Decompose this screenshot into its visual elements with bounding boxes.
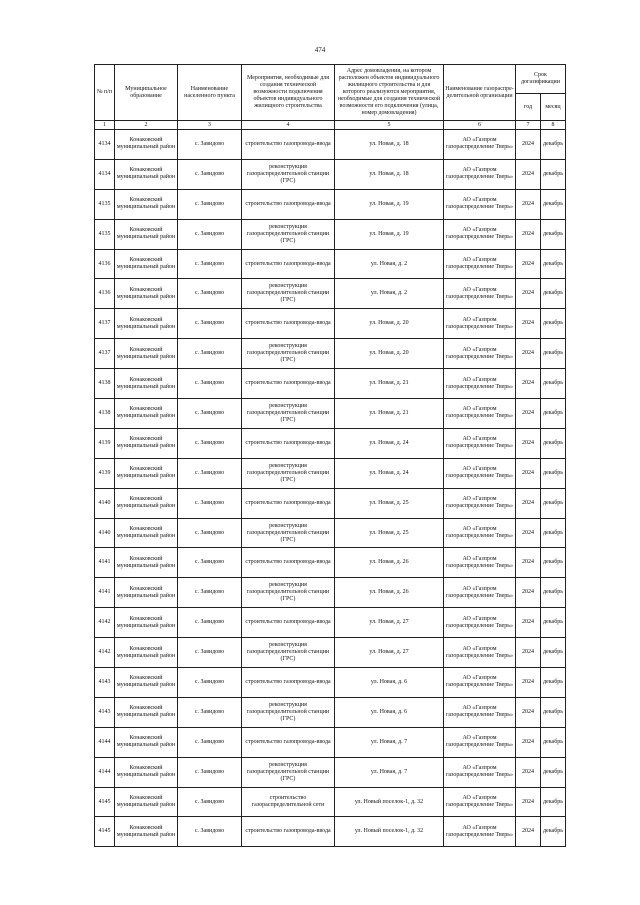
table-row <box>95 428 566 458</box>
month-cell: декабрь <box>541 638 566 668</box>
month-cell: декабрь <box>541 458 566 488</box>
header-municipality: Муниципальное образование <box>115 65 178 121</box>
row-number: 4143 <box>95 668 115 698</box>
year-cell: 2024 <box>516 638 541 668</box>
measure-cell: строительство газопровода-ввода <box>242 488 335 518</box>
address-cell: ул. Новая, д. 26 <box>335 578 444 608</box>
row-number: 4137 <box>95 309 115 339</box>
measure-cell: строительство газопровода-ввода <box>242 608 335 638</box>
year-cell: 2024 <box>516 488 541 518</box>
year-cell: 2024 <box>516 697 541 727</box>
month-cell: декабрь <box>541 787 566 817</box>
address-cell: ул. Новая, д. 27 <box>335 638 444 668</box>
row-number: 4139 <box>95 428 115 458</box>
organization-cell: АО «Газпром газораспределение Тверь» <box>444 518 516 548</box>
header-deadline: Срок догазификации <box>516 65 566 94</box>
settlement-cell: с. Завидово <box>178 697 242 727</box>
row-number: 4135 <box>95 219 115 249</box>
address-cell: ул. Новая, д. 18 <box>335 130 444 160</box>
settlement-cell: с. Завидово <box>178 399 242 429</box>
measure-cell: строительство газопровода-ввода <box>242 130 335 160</box>
municipality-cell: Конаковский муниципальный район <box>115 608 178 638</box>
column-number: 5 <box>335 121 444 130</box>
organization-cell: АО «Газпром газораспределение Тверь» <box>444 369 516 399</box>
year-cell: 2024 <box>516 309 541 339</box>
row-number: 4140 <box>95 488 115 518</box>
settlement-cell: с. Завидово <box>178 279 242 309</box>
municipality-cell: Конаковский муниципальный район <box>115 339 178 369</box>
organization-cell: АО «Газпром газораспределение Тверь» <box>444 339 516 369</box>
row-number: 4135 <box>95 189 115 219</box>
column-number: 7 <box>516 121 541 130</box>
year-cell: 2024 <box>516 189 541 219</box>
municipality-cell: Конаковский муниципальный район <box>115 249 178 279</box>
header-settlement: Наименование населенного пункта <box>178 65 242 121</box>
settlement-cell: с. Завидово <box>178 548 242 578</box>
month-cell: декабрь <box>541 578 566 608</box>
measure-cell: строительство газопровода-ввода <box>242 548 335 578</box>
header-month: месяц <box>541 94 566 121</box>
organization-cell: АО «Газпром газораспределение Тверь» <box>444 668 516 698</box>
measure-cell: строительство газопровода-ввода <box>242 369 335 399</box>
organization-cell: АО «Газпром газораспределение Тверь» <box>444 309 516 339</box>
settlement-cell: с. Завидово <box>178 130 242 160</box>
settlement-cell: с. Завидово <box>178 428 242 458</box>
settlement-cell: с. Завидово <box>178 189 242 219</box>
table-row <box>95 309 566 339</box>
measure-cell: реконструкция газораспределительной станции (ГРС) <box>242 399 335 429</box>
municipality-cell: Конаковский муниципальный район <box>115 279 178 309</box>
row-number: 4142 <box>95 608 115 638</box>
row-number: 4134 <box>95 159 115 189</box>
organization-cell: АО «Газпром газораспределение Тверь» <box>444 697 516 727</box>
organization-cell: АО «Газпром газораспределение Тверь» <box>444 817 516 847</box>
year-cell: 2024 <box>516 608 541 638</box>
month-cell: декабрь <box>541 159 566 189</box>
measure-cell: реконструкция газораспределительной станции (ГРС) <box>242 279 335 309</box>
month-cell: декабрь <box>541 548 566 578</box>
month-cell: декабрь <box>541 697 566 727</box>
table-row <box>95 458 566 488</box>
organization-cell: АО «Газпром газораспределение Тверь» <box>444 578 516 608</box>
municipality-cell: Конаковский муниципальный район <box>115 309 178 339</box>
table-row <box>95 578 566 608</box>
address-cell: ул. Новая, д. 2 <box>335 279 444 309</box>
year-cell: 2024 <box>516 130 541 160</box>
organization-cell: АО «Газпром газораспределение Тверь» <box>444 548 516 578</box>
organization-cell: АО «Газпром газораспределение Тверь» <box>444 249 516 279</box>
address-cell: ул. Новая, д. 26 <box>335 548 444 578</box>
measure-cell: строительство газопровода-ввода <box>242 309 335 339</box>
measure-cell: строительство газопровода-ввода <box>242 249 335 279</box>
year-cell: 2024 <box>516 369 541 399</box>
row-number: 4145 <box>95 787 115 817</box>
column-number: 4 <box>242 121 335 130</box>
address-cell: ул. Новая, д. 21 <box>335 369 444 399</box>
column-number-row <box>95 121 566 130</box>
month-cell: декабрь <box>541 757 566 787</box>
municipality-cell: Конаковский муниципальный район <box>115 668 178 698</box>
address-cell: ул. Новый поселок-1, д. 32 <box>335 817 444 847</box>
measure-cell: строительство газопровода-ввода <box>242 668 335 698</box>
table-row <box>95 757 566 787</box>
month-cell: декабрь <box>541 189 566 219</box>
municipality-cell: Конаковский муниципальный район <box>115 219 178 249</box>
table-row <box>95 249 566 279</box>
address-cell: ул. Новая, д. 25 <box>335 518 444 548</box>
organization-cell: АО «Газпром газораспределение Тверь» <box>444 608 516 638</box>
organization-cell: АО «Газпром газораспределение Тверь» <box>444 488 516 518</box>
table-row <box>95 219 566 249</box>
measure-cell: реконструкция газораспределительной станции (ГРС) <box>242 578 335 608</box>
year-cell: 2024 <box>516 787 541 817</box>
year-cell: 2024 <box>516 458 541 488</box>
year-cell: 2024 <box>516 757 541 787</box>
address-cell: ул. Новая, д. 7 <box>335 757 444 787</box>
organization-cell: АО «Газпром газораспределение Тверь» <box>444 638 516 668</box>
address-cell: ул. Новая, д. 27 <box>335 608 444 638</box>
year-cell: 2024 <box>516 249 541 279</box>
settlement-cell: с. Завидово <box>178 339 242 369</box>
municipality-cell: Конаковский муниципальный район <box>115 130 178 160</box>
year-cell: 2024 <box>516 279 541 309</box>
municipality-cell: Конаковский муниципальный район <box>115 578 178 608</box>
row-number: 4141 <box>95 548 115 578</box>
municipality-cell: Конаковский муниципальный район <box>115 428 178 458</box>
row-number: 4140 <box>95 518 115 548</box>
row-number: 4144 <box>95 757 115 787</box>
municipality-cell: Конаковский муниципальный район <box>115 399 178 429</box>
settlement-cell: с. Завидово <box>178 369 242 399</box>
settlement-cell: с. Завидово <box>178 518 242 548</box>
settlement-cell: с. Завидово <box>178 159 242 189</box>
row-number: 4141 <box>95 578 115 608</box>
year-cell: 2024 <box>516 548 541 578</box>
month-cell: декабрь <box>541 130 566 160</box>
year-cell: 2024 <box>516 727 541 757</box>
measure-cell: реконструкция газораспределительной станции (ГРС) <box>242 757 335 787</box>
settlement-cell: с. Завидово <box>178 219 242 249</box>
year-cell: 2024 <box>516 817 541 847</box>
table-row <box>95 339 566 369</box>
municipality-cell: Конаковский муниципальный район <box>115 369 178 399</box>
measure-cell: реконструкция газораспределительной станции (ГРС) <box>242 518 335 548</box>
measure-cell: реконструкция газораспределительной станции (ГРС) <box>242 697 335 727</box>
address-cell: ул. Новая, д. 7 <box>335 727 444 757</box>
row-number: 4136 <box>95 249 115 279</box>
month-cell: декабрь <box>541 309 566 339</box>
row-number: 4134 <box>95 130 115 160</box>
year-cell: 2024 <box>516 339 541 369</box>
table-row <box>95 189 566 219</box>
row-number: 4145 <box>95 817 115 847</box>
settlement-cell: с. Завидово <box>178 727 242 757</box>
table-row <box>95 279 566 309</box>
page-number: 474 <box>314 46 326 54</box>
measure-cell: реконструкция газораспределительной станции (ГРС) <box>242 638 335 668</box>
column-number: 3 <box>178 121 242 130</box>
settlement-cell: с. Завидово <box>178 787 242 817</box>
municipality-cell: Конаковский муниципальный район <box>115 458 178 488</box>
month-cell: декабрь <box>541 518 566 548</box>
header-num: № п/п <box>95 65 115 121</box>
row-number: 4139 <box>95 458 115 488</box>
measure-cell: реконструкция газораспределительной станции (ГРС) <box>242 219 335 249</box>
address-cell: ул. Новая, д. 20 <box>335 309 444 339</box>
measure-cell: реконструкция газораспределительной станции (ГРС) <box>242 159 335 189</box>
header-row <box>95 65 566 94</box>
year-cell: 2024 <box>516 159 541 189</box>
table-row <box>95 488 566 518</box>
municipality-cell: Конаковский муниципальный район <box>115 817 178 847</box>
column-number: 2 <box>115 121 178 130</box>
settlement-cell: с. Завидово <box>178 309 242 339</box>
year-cell: 2024 <box>516 428 541 458</box>
header-org: Наименование газораспре-делительной организации <box>444 65 516 121</box>
measure-cell: реконструкция газораспределительной станции (ГРС) <box>242 339 335 369</box>
municipality-cell: Конаковский муниципальный район <box>115 697 178 727</box>
address-cell: ул. Новая, д. 19 <box>335 219 444 249</box>
table-row <box>95 697 566 727</box>
table-row <box>95 399 566 429</box>
settlement-cell: с. Завидово <box>178 488 242 518</box>
organization-cell: АО «Газпром газораспределение Тверь» <box>444 279 516 309</box>
month-cell: декабрь <box>541 817 566 847</box>
settlement-cell: с. Завидово <box>178 638 242 668</box>
municipality-cell: Конаковский муниципальный район <box>115 757 178 787</box>
organization-cell: АО «Газпром газораспределение Тверь» <box>444 458 516 488</box>
table-row <box>95 548 566 578</box>
organization-cell: АО «Газпром газораспределение Тверь» <box>444 787 516 817</box>
table-row <box>95 369 566 399</box>
month-cell: декабрь <box>541 369 566 399</box>
municipality-cell: Конаковский муниципальный район <box>115 548 178 578</box>
address-cell: ул. Новая, д. 20 <box>335 339 444 369</box>
address-cell: ул. Новая, д. 18 <box>335 159 444 189</box>
measure-cell: строительство газопровода-ввода <box>242 428 335 458</box>
municipality-cell: Конаковский муниципальный район <box>115 787 178 817</box>
header-address: Адрес домовладения, на котором расположен объектов индивидуального жилищного строительства и для которого реализуются мероприятия, необходимые для создания технической возможности его подключения (улица, номер домовладения) <box>335 65 444 121</box>
address-cell: ул. Новая, д. 2 <box>335 249 444 279</box>
month-cell: декабрь <box>541 608 566 638</box>
measure-cell: строительство газопровода-ввода <box>242 727 335 757</box>
address-cell: ул. Новая, д. 21 <box>335 399 444 429</box>
table-row <box>95 727 566 757</box>
address-cell: ул. Новая, д. 6 <box>335 668 444 698</box>
municipality-cell: Конаковский муниципальный район <box>115 159 178 189</box>
header-year: год <box>516 94 541 121</box>
row-number: 4142 <box>95 638 115 668</box>
header-measures: Мероприятия, необходимые для создания технической возможности подключения объектов индивидуального жилищного строительства <box>242 65 335 121</box>
year-cell: 2024 <box>516 518 541 548</box>
organization-cell: АО «Газпром газораспределение Тверь» <box>444 727 516 757</box>
table-row <box>95 668 566 698</box>
address-cell: ул. Новая, д. 24 <box>335 458 444 488</box>
organization-cell: АО «Газпром газораспределение Тверь» <box>444 428 516 458</box>
row-number: 4137 <box>95 339 115 369</box>
municipality-cell: Конаковский муниципальный район <box>115 518 178 548</box>
month-cell: декабрь <box>541 428 566 458</box>
table-row <box>95 159 566 189</box>
organization-cell: АО «Газпром газораспределение Тверь» <box>444 159 516 189</box>
municipality-cell: Конаковский муниципальный район <box>115 488 178 518</box>
column-number: 6 <box>444 121 516 130</box>
municipality-cell: Конаковский муниципальный район <box>115 189 178 219</box>
settlement-cell: с. Завидово <box>178 817 242 847</box>
column-number: 1 <box>95 121 115 130</box>
year-cell: 2024 <box>516 219 541 249</box>
settlement-cell: с. Завидово <box>178 458 242 488</box>
table-row <box>95 130 566 160</box>
table-row <box>95 787 566 817</box>
address-cell: ул. Новая, д. 6 <box>335 697 444 727</box>
settlement-cell: с. Завидово <box>178 668 242 698</box>
table-row <box>95 608 566 638</box>
month-cell: декабрь <box>541 339 566 369</box>
organization-cell: АО «Газпром газораспределение Тверь» <box>444 399 516 429</box>
year-cell: 2024 <box>516 399 541 429</box>
measure-cell: реконструкция газораспределительной станции (ГРС) <box>242 458 335 488</box>
table-row <box>95 518 566 548</box>
month-cell: декабрь <box>541 668 566 698</box>
address-cell: ул. Новая, д. 24 <box>335 428 444 458</box>
address-cell: ул. Новый поселок-1, д. 32 <box>335 787 444 817</box>
month-cell: декабрь <box>541 399 566 429</box>
year-cell: 2024 <box>516 578 541 608</box>
month-cell: декабрь <box>541 219 566 249</box>
settlement-cell: с. Завидово <box>178 608 242 638</box>
settlement-cell: с. Завидово <box>178 249 242 279</box>
measure-cell: строительство газопровода-ввода <box>242 817 335 847</box>
row-number: 4144 <box>95 727 115 757</box>
address-cell: ул. Новая, д. 25 <box>335 488 444 518</box>
year-cell: 2024 <box>516 668 541 698</box>
measure-cell: строительство газопровода-ввода <box>242 189 335 219</box>
organization-cell: АО «Газпром газораспределение Тверь» <box>444 219 516 249</box>
row-number: 4138 <box>95 369 115 399</box>
organization-cell: АО «Газпром газораспределение Тверь» <box>444 189 516 219</box>
row-number: 4136 <box>95 279 115 309</box>
measure-cell: строительство газораспределительной сети <box>242 787 335 817</box>
table-row <box>95 638 566 668</box>
month-cell: декабрь <box>541 727 566 757</box>
month-cell: декабрь <box>541 279 566 309</box>
gasification-table <box>94 64 566 847</box>
municipality-cell: Конаковский муниципальный район <box>115 638 178 668</box>
table-row <box>95 817 566 847</box>
column-number: 8 <box>541 121 566 130</box>
settlement-cell: с. Завидово <box>178 757 242 787</box>
month-cell: декабрь <box>541 249 566 279</box>
municipality-cell: Конаковский муниципальный район <box>115 727 178 757</box>
organization-cell: АО «Газпром газораспределение Тверь» <box>444 757 516 787</box>
address-cell: ул. Новая, д. 19 <box>335 189 444 219</box>
row-number: 4143 <box>95 697 115 727</box>
organization-cell: АО «Газпром газораспределение Тверь» <box>444 130 516 160</box>
settlement-cell: с. Завидово <box>178 578 242 608</box>
row-number: 4138 <box>95 399 115 429</box>
month-cell: декабрь <box>541 488 566 518</box>
